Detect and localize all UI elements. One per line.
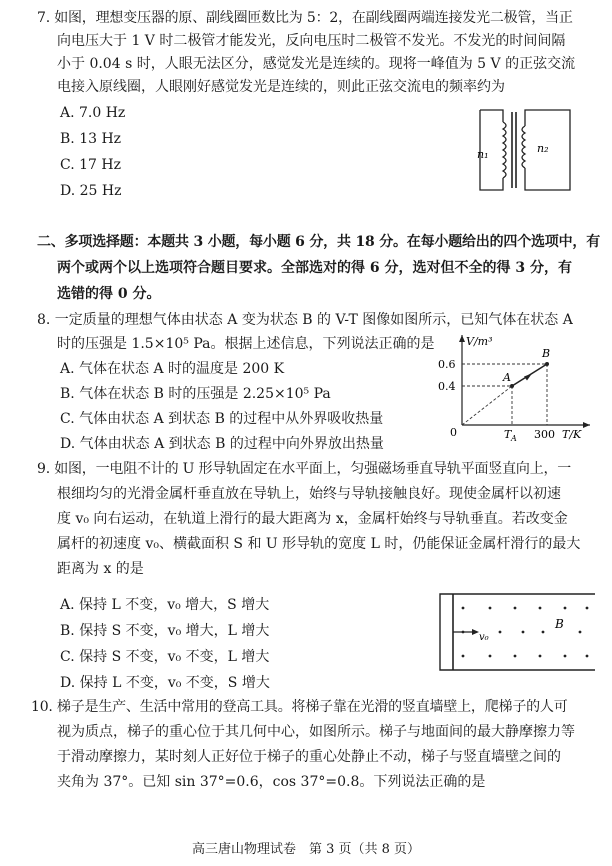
q9-option-c: C. 保持 S 不变，v₀ 不变，L 增大 xyxy=(60,649,270,665)
section-2-line-3: 选错的得 0 分。 xyxy=(57,286,161,302)
point-a-label: A xyxy=(503,371,511,384)
n1-label: n₁ xyxy=(477,148,489,161)
q7-line-1: 7. 如图，理想变压器的原、副线圈匝数比为 5：2，在副线圈两端连接发光二极管，当正 xyxy=(37,10,573,26)
transformer-figure xyxy=(455,100,585,200)
graph-origin: 0 xyxy=(450,426,457,439)
q8-option-c: C. 气体由状态 A 到状态 B 的过程中从外界吸收热量 xyxy=(60,411,384,427)
q9-option-a: A. 保持 L 不变，v₀ 增大，S 增大 xyxy=(60,597,270,613)
q10-line-3: 于滑动摩擦力，某时刻人正好位于梯子的重心处静止不动，梯子与竖直墙壁之间的 xyxy=(57,749,561,765)
tick-300: 300 xyxy=(534,428,555,441)
tick-04: 0.4 xyxy=(438,380,456,393)
q7-option-c: C. 17 Hz xyxy=(60,157,121,173)
tick-ta-sub: A xyxy=(511,434,517,443)
q7-line-4: 电接入原线圈，人眼刚好感觉发光是连续的，则此正弦交流电的频率约为 xyxy=(57,79,505,95)
b-field-label: B xyxy=(555,617,564,631)
vt-graph xyxy=(420,325,600,445)
q9-line-4: 属杆的初速度 v₀、横截面积 S 和 U 形导轨的宽度 L 时，仍能保证金属杆滑行的最大 xyxy=(57,536,581,552)
rail-figure xyxy=(435,588,600,676)
q7-line-2: 向电压大于 1 V 时二极管才能发光，反向电压时二极管不发光。不发光的时间间隔 xyxy=(57,33,566,49)
q7-line-3: 小于 0.04 s 时，人眼无法区分，感觉发光是连续的。现将一峰值为 5 V 的正弦交流 xyxy=(57,56,576,72)
v0-label: v₀ xyxy=(479,632,489,643)
point-b-label: B xyxy=(542,347,551,360)
q9-line-2: 根细均匀的光滑金属杆垂直放在导轨上，始终与导轨接触良好。现使金属杆以初速 xyxy=(57,486,561,502)
q7-option-d: D. 25 Hz xyxy=(60,183,122,199)
q8-option-b: B. 气体在状态 B 时的压强是 2.25×10⁵ Pa xyxy=(60,386,331,402)
tick-ta-t: T xyxy=(504,428,512,441)
q9-option-d: D. 保持 L 不变，v₀ 不变，S 增大 xyxy=(60,675,270,691)
graph-ylabel: V/m³ xyxy=(466,335,493,348)
q9-line-3: 度 v₀ 向右运动，在轨道上滑行的最大距离为 x，金属杆始终与导轨垂直。若改变金 xyxy=(57,511,568,527)
q8-option-d: D. 气体由状态 A 到状态 B 的过程中向外界放出热量 xyxy=(60,436,384,452)
section-2-line-1: 二、多项选择题：本题共 3 小题，每小题 6 分，共 18 分。在每小题给出的四个选项中，有 xyxy=(37,234,601,250)
q10-line-1: 10. 梯子是生产、生活中常用的登高工具。将梯子靠在光滑的竖直墙壁上，爬梯子的人可 xyxy=(31,699,568,715)
q8-option-a: A. 气体在状态 A 时的温度是 200 K xyxy=(60,361,285,377)
section-2-line-2: 两个或两个以上选项符合题目要求。全部选对的得 6 分，选对但不全的得 3 分，有 xyxy=(57,260,572,276)
page-footer: 高三唐山物理试卷 第 3 页（共 8 页） xyxy=(191,842,421,857)
q8-line-2: 时的压强是 1.5×10⁵ Pa。根据上述信息，下列说法正确的是 xyxy=(57,336,435,352)
q10-line-4: 夹角为 37°。已知 sin 37°=0.6，cos 37°=0.8。下列说法正确的是 xyxy=(57,774,486,790)
q8-line-1: 8. 一定质量的理想气体由状态 A 变为状态 B 的 V-T 图像如图所示，已知气体在状态 A xyxy=(37,312,573,328)
q7-option-a: A. 7.0 Hz xyxy=(60,105,126,121)
n2-label: n₂ xyxy=(537,142,549,155)
q10-line-2: 视为质点，梯子的重心位于其几何中心，如图所示。梯子与地面间的最大静摩擦力等 xyxy=(57,724,575,740)
q9-line-1: 9. 如图，一电阻不计的 U 形导轨固定在水平面上，匀强磁场垂直导轨平面竖直向上，一 xyxy=(37,461,572,477)
graph-xlabel: T/K xyxy=(562,428,582,441)
q9-line-5: 距离为 x 的是 xyxy=(57,561,144,577)
q9-option-b: B. 保持 S 不变，v₀ 增大，L 增大 xyxy=(60,623,270,639)
q7-option-b: B. 13 Hz xyxy=(60,131,122,147)
tick-06: 0.6 xyxy=(438,358,456,371)
